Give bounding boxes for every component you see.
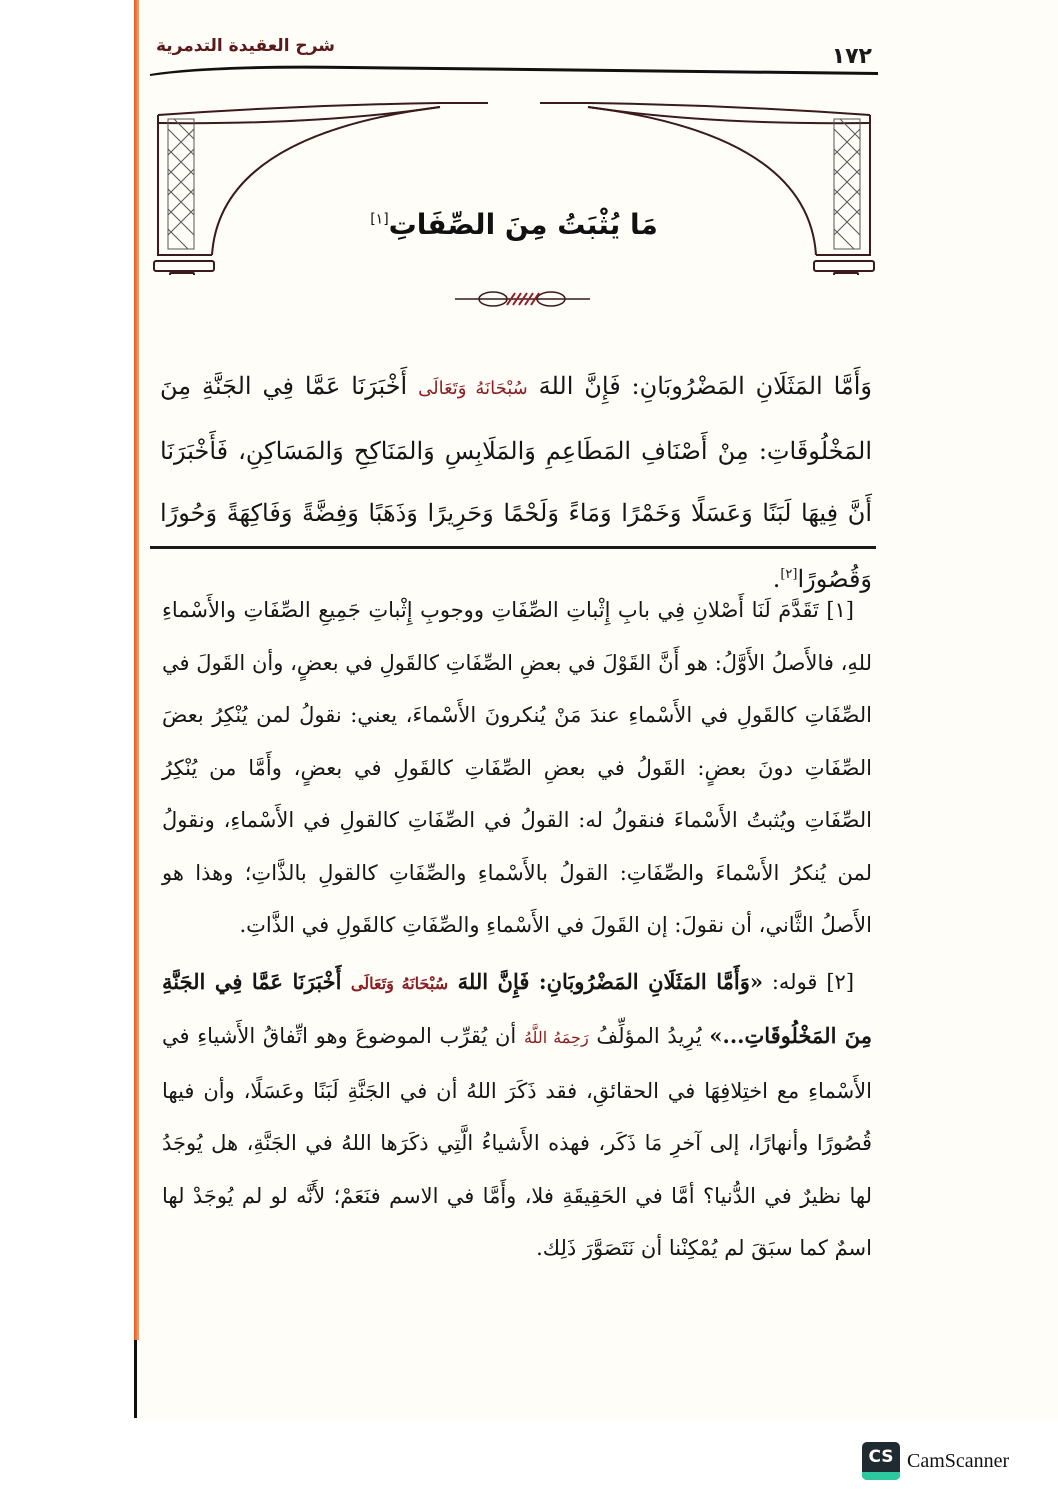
footnote-1 xyxy=(162,584,872,952)
chapter-ornament-frame xyxy=(150,95,878,275)
header-rule-divider xyxy=(150,62,878,82)
page-number: ١٧٢ xyxy=(831,44,872,69)
page-edge-orange xyxy=(134,0,139,1340)
honorific-mercy: رَحِمَهُ اللَّهُ xyxy=(523,1028,589,1047)
footnote-ref-1[interactable]: [١] xyxy=(370,211,389,228)
page-edge-shadow xyxy=(134,1340,137,1418)
footnotes-section xyxy=(162,584,872,1275)
honorific-glorified: سُبْحَانَهُ وَتَعَالَى xyxy=(418,378,528,399)
camscanner-watermark: CamScanner xyxy=(907,1450,1010,1472)
honorific-glorified: سُبْحَانَهُ وَتَعَالَى xyxy=(350,973,449,993)
footnote-text: تَقَدَّمَ لَنَا أَصْلانِ فِي بابِ إِثْباتِ الصِّفَاتِ ووجوبِ إِثْباتِ جَمِيعِ الصِّفَاتِ والأَسْماءِ للهِ، فالأَصلُ الأَوَّلُ: هو أَنَّ القَوْلَ في بعضِ الصِّفَاتِ كالقَولِ في بعضٍ، وأن القَولَ في الصِّفَاتِ كالقَولِ في الأَسْماءِ عندَ مَنْ يُنكرونَ الأَسْماءَ، يعني: نقولُ لمن يُنْكِرُ بعضَ الصِّفَاتِ دونَ بعضٍ: القَولُ في بعضِ الصِّفَاتِ كالقَولِ في بعضٍ، وأَمَّا من يُنْكِرُ الصِّفَاتِ ويُثبتُ الأَسْماءَ فنقولُ له: القولُ في الصِّفَاتِ كالقولِ في الأَسْماءِ، ونقولُ لمن يُنكرُ الأَسْماءَ والصِّفَاتِ: القولُ بالأَسْماءِ والصِّفَاتِ كالقولِ بالذَّاتِ؛ وهذا هو الأَصلُ الثَّاني، أن نقولَ: إن القَولَ في الأَسْماءِ والصِّفَاتِ كالقَولِ في الذَّاتِ. xyxy=(162,598,872,937)
footnote-lead: قوله: xyxy=(771,969,818,994)
footnote-separator-rule xyxy=(150,546,876,549)
main-text-paragraph xyxy=(160,355,872,610)
footnote-ref-2[interactable]: [٢] xyxy=(780,567,798,582)
quote-part2: أَخْبَرَنَا عَمَّا فِي الجَنَّةِ مِنَ المَخْلُوقَاتِ... xyxy=(162,968,872,1048)
footnote-marker: [٢] xyxy=(826,969,855,994)
footnote-text-part1: يُرِيدُ المؤلِّفُ xyxy=(596,1024,702,1048)
footnote-marker: [١] xyxy=(826,598,854,622)
main-text-part2: أَخْبَرَنَا عَمَّا فِي الجَنَّةِ مِنَ المَخْلُوقَاتِ: مِنْ أَصْنَافِ المَطَاعِمِ وَالمَلَابِسِ وَالمَنَاكِحِ وَالمَسَاكِنِ، فَأَخْبَرَنَا أَنَّ فِيهَا لَبَنًا وَعَسَلًا وَخَمْرًا وَمَاءً وَلَحْمًا وَحَرِيرًا وَذَهَبًا وَفِضَّةً وَفَاكِهَةً وَحُورًا وَقُصُورًا xyxy=(160,372,872,593)
flourish-divider-icon xyxy=(455,285,590,313)
footnote-text-part2: أن يُقرِّب الموضوعَ وهو اتِّفاقُ الأَشياءِ في الأَسْماءِ مع اختِلافِهَا في الحقائقِ، فقد ذَكَرَ اللهُ أن في الجَنَّةِ لَبَنًا وعَسَلًا، وأن فيها قُصُورًا وأنهارًا، إلى آخرِ مَا ذَكَر، فهذه الأَشياءُ الَّتِي ذكَرَها اللهُ في الجَنَّةِ، هل يُوجَدُ لها نظيرٌ في الدُّنيا؟ أمَّا في الحَقِيقَةِ فلا، وأَمَّا في الاسم فنَعَمْ؛ لأَنَّه لو لم يُوجَدْ لها اسمٌ كما سبَقَ لم يُمْكِنْنا أن نَتَصَوَّرَ ذَلِك. xyxy=(162,1024,872,1260)
quote-close: » xyxy=(709,1023,723,1048)
chapter-title xyxy=(150,208,878,241)
quote-part1: وَأَمَّا المَثَلَانِ المَضْرُوبَانِ: فَإِنَّ اللهَ xyxy=(457,968,750,994)
main-text-part1: وَأَمَّا المَثَلَانِ المَضْرُوبَانِ: فَإِنَّ اللهَ xyxy=(538,372,872,400)
camscanner-logo-bar xyxy=(862,1472,900,1480)
chapter-title-text: مَا يُثْبَتُ مِنَ الصِّفَاتِ xyxy=(388,208,658,241)
running-title: شرح العقيدة التدمرية xyxy=(156,36,335,56)
camscanner-logo-text: CS xyxy=(868,1447,894,1467)
camscanner-logo-icon xyxy=(862,1442,900,1480)
quote-open: « xyxy=(749,968,763,994)
main-text-end: . xyxy=(772,565,781,593)
footnote-2 xyxy=(162,956,872,1275)
